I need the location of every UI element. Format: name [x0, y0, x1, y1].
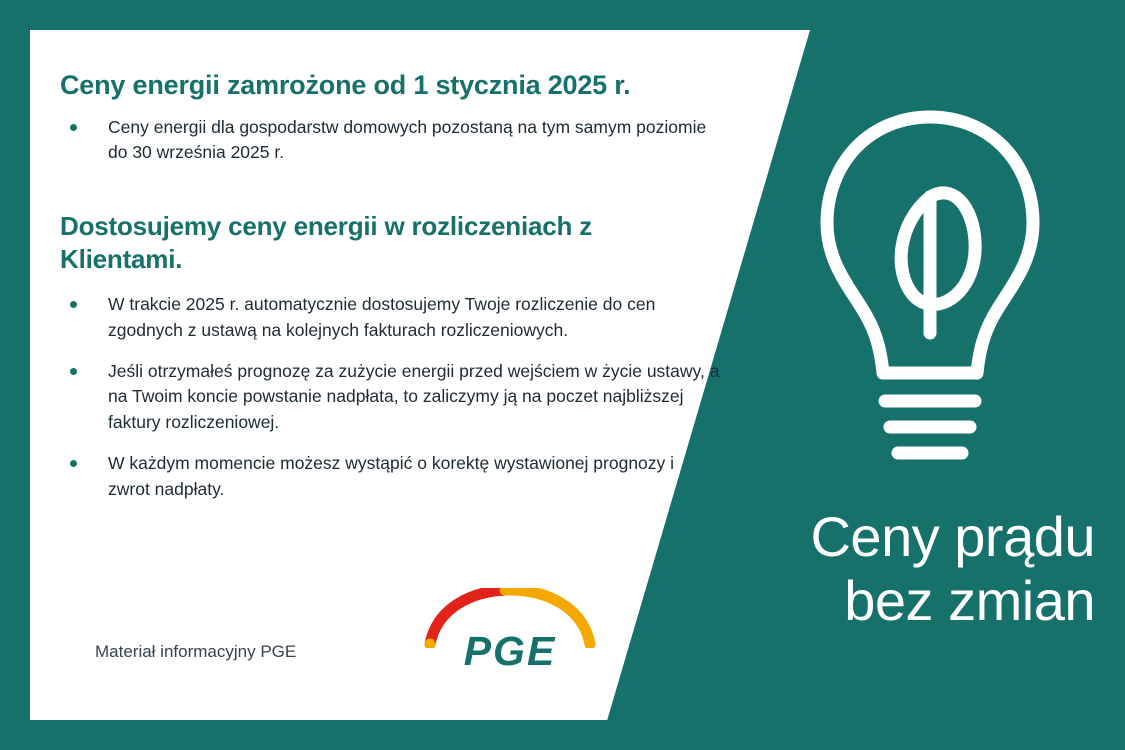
- list-item-text: W każdym momencie możesz wystąpić o korektę wystawionej prognozy i zwrot nadpłaty.: [108, 453, 675, 499]
- list-item: [60, 292, 720, 343]
- section-heading-2: Dostosujemy ceny energii w rozliczeniach z Klientami.: [60, 210, 592, 275]
- right-panel: [735, 0, 1125, 750]
- list-item-text: W trakcie 2025 r. automatycznie dostosujemy Twoje rozliczenie do cen zgodnych z ustawą na kolejnych fakturach rozliczeniowych.: [108, 294, 656, 340]
- right-title: [735, 505, 1095, 633]
- bullet-dot-icon: [70, 460, 77, 467]
- list-item: [60, 115, 720, 166]
- bullet-list-1: [60, 115, 720, 166]
- material-note: Materiał informacyjny PGE: [95, 642, 297, 661]
- bullet-dot-icon: [70, 368, 77, 375]
- right-title-line-1: Ceny prądu: [810, 505, 1095, 568]
- page-title: Ceny energii zamrożone od 1 stycznia 2025 r.: [60, 70, 631, 100]
- bullet-list-2: [60, 292, 720, 502]
- pge-wordmark: PGE: [463, 628, 557, 674]
- pge-logo: [420, 588, 600, 678]
- bullet-dot-icon: [70, 301, 77, 308]
- list-item-text: Jeśli otrzymałeś prognozę za zużycie energii przed wejściem w życie ustawy, a na Twoim koncie powstanie nadpłata, to zaliczymy ją na poczet najbliższej faktury rozliczeniowej.: [108, 361, 720, 432]
- footer-row: [60, 592, 720, 672]
- list-item: [60, 451, 720, 502]
- right-title-line-2: bez zmian: [844, 568, 1095, 632]
- list-item: [60, 359, 720, 435]
- left-content: [60, 70, 720, 518]
- bullet-dot-icon: [70, 124, 77, 131]
- lightbulb-leaf-icon: [795, 105, 1065, 485]
- list-item-text: Ceny energii dla gospodarstw domowych pozostaną na tym samym poziomie do 30 września 2025 r.: [108, 117, 707, 163]
